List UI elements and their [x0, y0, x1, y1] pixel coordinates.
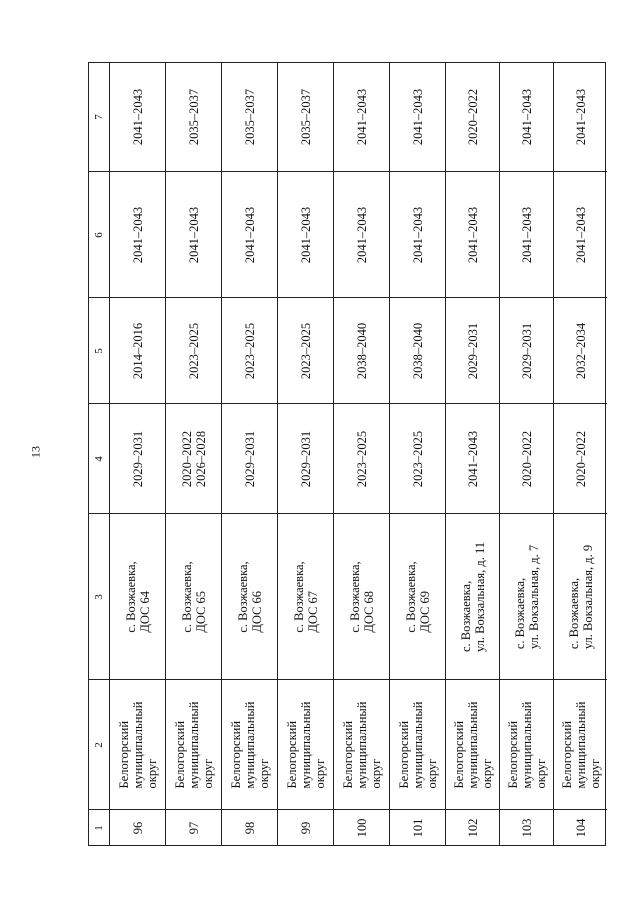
cell-text	[117, 701, 159, 788]
table-cell	[278, 809, 333, 845]
table-cell	[446, 403, 499, 513]
cell-text	[574, 430, 588, 486]
cell-line: округ	[533, 758, 548, 788]
table-cell	[446, 171, 499, 297]
cell-text: 2041–2043	[130, 206, 145, 263]
table-cell	[166, 513, 221, 679]
cell-line: муниципальный	[465, 701, 480, 788]
cell-text: 101	[410, 818, 425, 837]
cell-line: ул. Вокзальная, д. 11	[472, 541, 487, 652]
cell-text	[292, 561, 320, 632]
cell-text: 2041–2043	[573, 206, 588, 263]
cell-text	[520, 430, 534, 486]
table-cell	[390, 403, 445, 513]
cell-text	[459, 541, 487, 651]
cell-text: 2023–2025	[242, 322, 257, 379]
cell-text: 2041–2043	[519, 206, 534, 263]
cell-line: Белогорский	[451, 720, 466, 788]
table-cell	[166, 171, 221, 297]
cell-line: с. Возжаевка,	[458, 580, 473, 652]
table-cell	[110, 809, 165, 845]
cell-line: с. Возжаевка,	[123, 560, 138, 633]
table-cell	[500, 171, 553, 297]
cell-text	[567, 544, 595, 648]
cell-text: 2041–2043	[354, 88, 369, 146]
cell-text: 99	[298, 821, 313, 834]
cell-text	[299, 430, 313, 486]
table-cell	[166, 297, 221, 403]
cell-line: Белогорский	[172, 720, 187, 788]
table-cell	[222, 297, 277, 403]
table-row	[277, 63, 333, 845]
table-cell	[110, 297, 165, 403]
table-cell	[446, 63, 499, 171]
table-cell	[222, 513, 277, 679]
cell-text	[229, 701, 271, 788]
table-cell	[446, 809, 499, 845]
header-cell	[89, 297, 109, 403]
table-cell	[166, 809, 221, 845]
cell-line: с. Возжаевка,	[235, 560, 250, 633]
table-cell	[500, 679, 553, 809]
table-cell	[110, 63, 165, 171]
column-number: 1	[93, 824, 105, 831]
cell-text	[348, 561, 376, 632]
cell-line: ДОС 66	[249, 590, 264, 633]
table-cell	[166, 679, 221, 809]
table-cell	[334, 403, 389, 513]
table-cell	[222, 63, 277, 171]
table-cell	[554, 63, 607, 171]
cell-line: с. Возжаевка,	[179, 560, 194, 633]
cell-line: 2023–2025	[410, 430, 425, 487]
cell-text: 2029–2031	[465, 322, 480, 379]
header-cell	[89, 809, 109, 845]
cell-line: Белогорский	[559, 720, 574, 788]
cell-text: 2041–2043	[242, 206, 257, 263]
cell-line: 2020–2022	[179, 430, 194, 487]
cell-text: 102	[465, 818, 480, 837]
table-cell	[500, 809, 553, 845]
cell-text	[131, 430, 145, 486]
cell-line: муниципальный	[298, 701, 313, 788]
cell-line: Белогорский	[228, 720, 243, 788]
cell-line: с. Возжаевка,	[512, 577, 527, 649]
table-cell	[278, 297, 333, 403]
cell-text: 2035–2037	[242, 88, 257, 146]
table-cell	[554, 403, 607, 513]
cell-line: округ	[200, 758, 215, 788]
cell-text: 2038–2040	[410, 322, 425, 379]
cell-text: 2041–2043	[410, 88, 425, 146]
cell-line: округ	[256, 758, 271, 788]
cell-text: 2035–2037	[186, 88, 201, 146]
table-cell	[554, 679, 607, 809]
table-cell	[222, 171, 277, 297]
cell-text	[560, 701, 602, 788]
column-number: 3	[93, 593, 105, 600]
table-cell	[334, 679, 389, 809]
cell-line: ДОС 68	[361, 590, 376, 633]
table-cell	[500, 513, 553, 679]
table-cell	[110, 171, 165, 297]
table-cell	[390, 513, 445, 679]
column-number: 2	[93, 741, 105, 748]
cell-text: 2035–2037	[298, 88, 313, 146]
cell-line: муниципальный	[573, 701, 588, 788]
page-number: 13	[28, 446, 43, 458]
cell-line: ДОС 67	[305, 590, 320, 633]
cell-text	[243, 430, 257, 486]
table-cell	[166, 403, 221, 513]
table-cell	[278, 513, 333, 679]
cell-text	[124, 561, 152, 632]
cell-line: 2029–2031	[242, 430, 257, 487]
header-row	[89, 63, 109, 845]
cell-line: с. Возжаевка,	[566, 577, 581, 649]
cell-line: с. Возжаевка,	[403, 560, 418, 633]
cell-line: ул. Вокзальная, д. 9	[580, 544, 595, 649]
table-row	[389, 63, 445, 845]
cell-line: муниципальный	[186, 701, 201, 788]
cell-text: 2014–2016	[130, 322, 145, 379]
cell-text: 98	[242, 821, 257, 834]
cell-text: 2041–2043	[130, 88, 145, 146]
cell-line: муниципальный	[410, 701, 425, 788]
header-cell	[89, 679, 109, 809]
table-cell	[500, 297, 553, 403]
table-cell	[390, 171, 445, 297]
table-cell	[166, 63, 221, 171]
cell-text: 2020–2022	[465, 88, 480, 146]
table-row	[109, 63, 165, 845]
column-number: 4	[93, 455, 105, 462]
table-row	[445, 63, 499, 845]
cell-text	[236, 561, 264, 632]
table-row	[165, 63, 221, 845]
cell-line: 2020–2022	[573, 430, 588, 487]
cell-text: 2041–2043	[573, 88, 588, 146]
cell-text	[180, 561, 208, 632]
table-cell	[554, 297, 607, 403]
cell-text	[355, 430, 369, 486]
cell-line: муниципальный	[130, 701, 145, 788]
column-number: 7	[93, 114, 105, 120]
cell-line: округ	[312, 758, 327, 788]
cell-line: с. Возжаевка,	[347, 560, 362, 633]
table-cell	[446, 679, 499, 809]
table-cell	[110, 403, 165, 513]
table-cell	[446, 297, 499, 403]
cell-text	[466, 430, 480, 486]
cell-line: муниципальный	[519, 701, 534, 788]
cell-line: округ	[479, 758, 494, 788]
cell-line: с. Возжаевка,	[291, 560, 306, 633]
cell-line: округ	[144, 758, 159, 788]
table-row	[333, 63, 389, 845]
cell-line: Белогорский	[396, 720, 411, 788]
table-row	[553, 63, 607, 845]
column-number: 5	[93, 347, 105, 354]
cell-text	[404, 561, 432, 632]
table-cell	[390, 297, 445, 403]
cell-text	[180, 430, 208, 486]
cell-text: 2023–2025	[298, 322, 313, 379]
table-cell	[334, 171, 389, 297]
table-cell	[222, 809, 277, 845]
cell-line: Белогорский	[116, 720, 131, 788]
cell-text: 2041–2043	[465, 206, 480, 263]
cell-text: 2041–2043	[354, 206, 369, 263]
cell-text: 2041–2043	[519, 88, 534, 146]
cell-text	[397, 701, 439, 788]
table-cell	[334, 297, 389, 403]
table-cell	[554, 809, 607, 845]
cell-text	[452, 701, 494, 788]
cell-line: муниципальный	[242, 701, 257, 788]
table-row	[221, 63, 277, 845]
table-cell	[334, 63, 389, 171]
table-cell	[390, 809, 445, 845]
cell-line: Белогорский	[340, 720, 355, 788]
table-cell	[278, 679, 333, 809]
table-cell	[446, 513, 499, 679]
cell-text: 96	[130, 821, 145, 834]
table-cell	[500, 63, 553, 171]
table-cell	[278, 171, 333, 297]
cell-line: 2023–2025	[354, 430, 369, 487]
table-cell	[390, 679, 445, 809]
cell-line: ДОС 69	[417, 590, 432, 633]
cell-line: Белогорский	[505, 720, 520, 788]
table-cell	[110, 513, 165, 679]
cell-text: 2041–2043	[186, 206, 201, 263]
cell-text: 2023–2025	[186, 322, 201, 379]
table-cell	[278, 403, 333, 513]
cell-text: 2029–2031	[519, 322, 534, 379]
cell-line: 2020–2022	[519, 430, 534, 487]
cell-line: округ	[368, 758, 383, 788]
table-cell	[110, 679, 165, 809]
cell-line: Белогорский	[284, 720, 299, 788]
cell-text	[173, 701, 215, 788]
cell-line: муниципальный	[354, 701, 369, 788]
cell-text	[513, 544, 541, 648]
data-table	[88, 62, 606, 846]
cell-text: 100	[354, 818, 369, 837]
table-cell	[334, 809, 389, 845]
cell-text: 2032–2034	[573, 322, 588, 379]
cell-text: 2038–2040	[354, 322, 369, 379]
cell-text: 2041–2043	[410, 206, 425, 263]
cell-line: 2029–2031	[298, 430, 313, 487]
table-cell	[390, 63, 445, 171]
cell-line: ДОС 64	[137, 590, 152, 633]
cell-line: ДОС 65	[193, 590, 208, 633]
table-cell	[500, 403, 553, 513]
column-number: 6	[93, 231, 105, 238]
table-cell	[554, 171, 607, 297]
header-cell	[89, 171, 109, 297]
table-row	[499, 63, 553, 845]
header-cell	[89, 513, 109, 679]
table-cell	[334, 513, 389, 679]
cell-text: 97	[186, 821, 201, 834]
cell-text: 104	[573, 818, 588, 837]
cell-line: округ	[587, 758, 602, 788]
cell-text	[285, 701, 327, 788]
cell-line: ул. Вокзальная, д. 7	[526, 544, 541, 649]
cell-text	[411, 430, 425, 486]
cell-text	[506, 701, 548, 788]
header-cell	[89, 403, 109, 513]
cell-text	[341, 701, 383, 788]
cell-line: 2026–2028	[193, 430, 208, 487]
table-cell	[222, 403, 277, 513]
cell-text: 2041–2043	[298, 206, 313, 263]
cell-line: 2041–2043	[465, 430, 480, 487]
table-cell	[278, 63, 333, 171]
cell-line: 2029–2031	[130, 430, 145, 487]
cell-text: 103	[519, 818, 534, 837]
header-cell	[89, 63, 109, 171]
table-cell	[222, 679, 277, 809]
cell-line: округ	[424, 758, 439, 788]
table-cell	[554, 513, 607, 679]
